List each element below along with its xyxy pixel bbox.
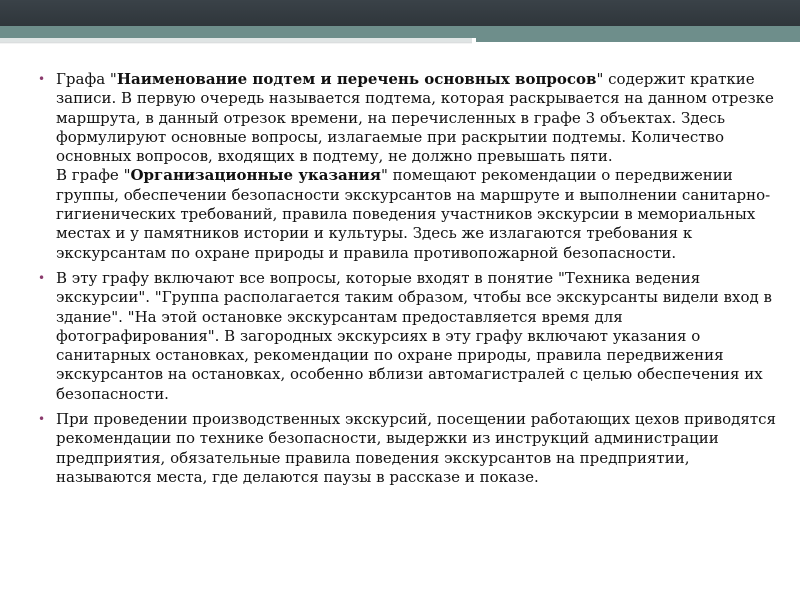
bullet-item-3 [38, 410, 778, 487]
bullet-item-1 [38, 70, 778, 263]
slide-header-shadow [0, 42, 472, 44]
bullet-icon: • [38, 270, 46, 285]
slide-header-dark-strip [476, 38, 800, 42]
bullet-icon: • [38, 72, 46, 86]
slide-header-bar [0, 0, 800, 26]
paragraph-organizational-notes: В графе "Организационные указания" помещают рекомендации о передвижении группы, обеспечении безопасности экскурсантов на маршруте и выполнении санитарно-гигиенических требований, правила поведения участников экскурсии в мемориальных местах и у памятников истории и культуры. Здесь же излагаются требования к экскурсантам по охране природы и правила противопожарной безопасности. [56, 166, 771, 262]
slide-body [38, 70, 778, 493]
paragraph-industrial-tours: При проведении производственных экскурсий, посещении работающих цехов приводятся рекомендации по технике безопасности, выдержки из инструкций администрации предприятия, обязательные правила поведения экскурсантов на предприятии, называются места, где делаются паузы в рассказе и показе. [56, 410, 777, 486]
bullet-item-2 [38, 269, 778, 404]
column-title-organizational: Организационные указания [130, 166, 381, 185]
bullet-icon: • [38, 412, 46, 427]
column-title-subtopics: Наименование подтем и перечень основных вопросов [116, 70, 597, 88]
slide-header-accent-band [0, 26, 800, 38]
paragraph-technique: В эту графу включают все вопросы, которые входят в понятие "Техника ведения экскурсии". "Группа располагается таким образом, чтобы все экскурсанты видели вход в здание". "На этой остановке экскурсантам предоставляется время для фотографирования". В загородных экскурсиях в эту графу включают указания о санитарных остановках, рекомендации по охране природы, правила передвижения экскурсантов на остановках, особенно вблизи автомагистралей с целью обеспечения их безопасности. [56, 268, 772, 403]
paragraph-column-3: Графа "Наименование подтем и перечень основных вопросов" содержит краткие записи. В первую очередь называется подтема, которая раскрывается на данном отрезке маршрута, в данный отрезок времени, на перечисленных в графе 3 объектах. Здесь формулируют основные вопросы, излагаемые при раскрытии подтемы. Количество основных вопросов, входящих в подтему, не должно превышать пяти. [56, 70, 774, 166]
